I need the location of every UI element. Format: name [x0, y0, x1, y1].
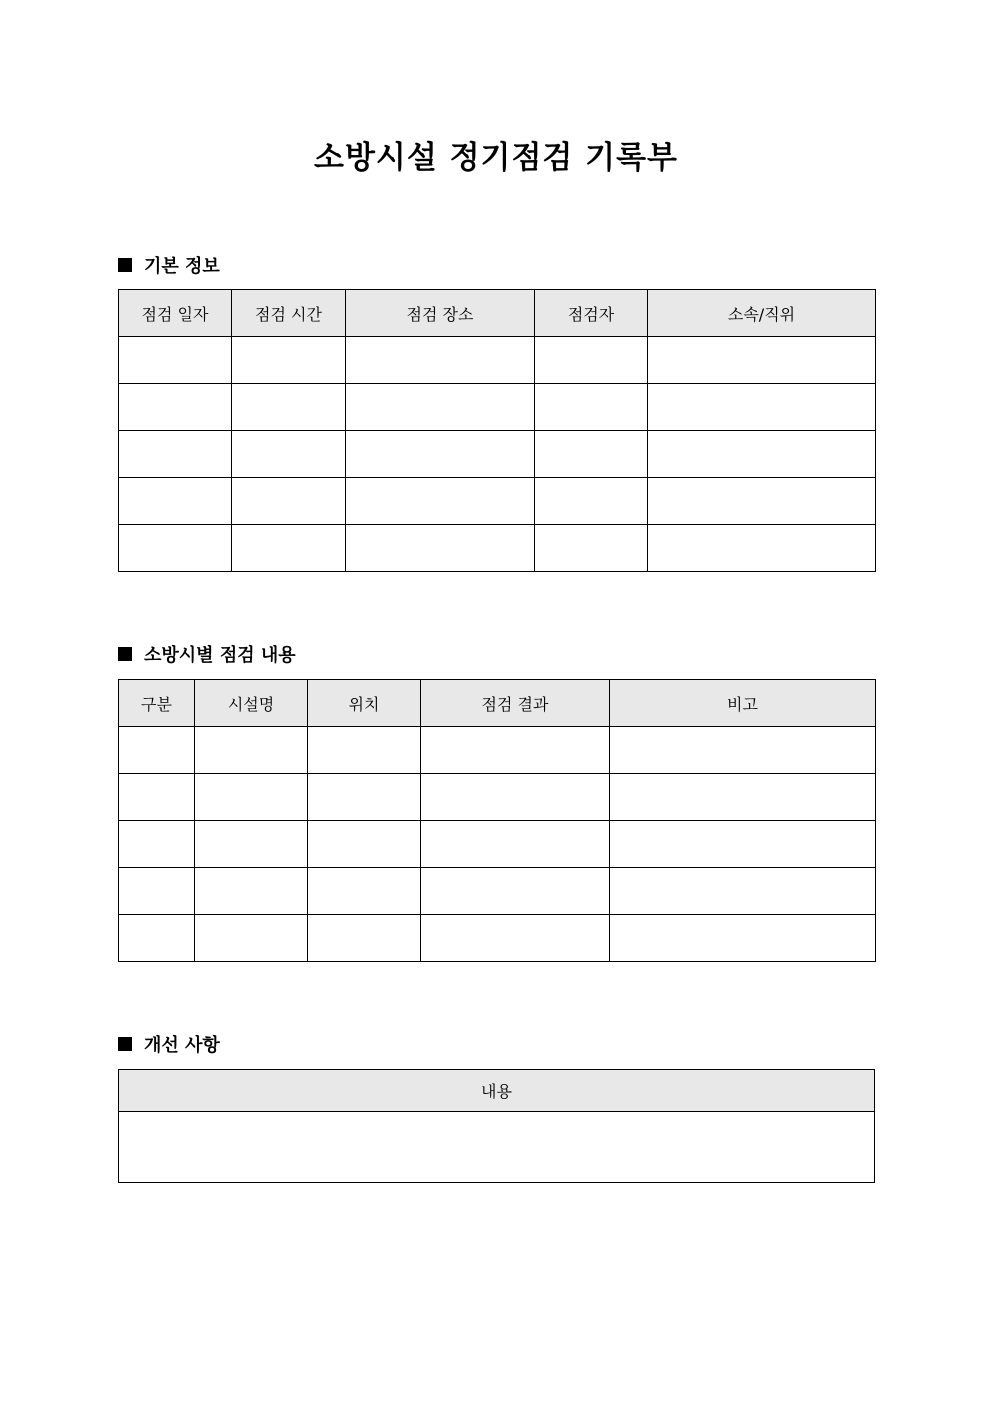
table-cell[interactable] — [232, 431, 346, 478]
table-cell[interactable] — [535, 384, 648, 431]
table-cell[interactable] — [232, 337, 346, 384]
column-header: 위치 — [308, 680, 421, 727]
table-cell[interactable] — [195, 868, 308, 915]
table-cell[interactable] — [119, 384, 232, 431]
table-cell[interactable] — [346, 525, 535, 572]
table-cell[interactable] — [535, 337, 648, 384]
table-row — [119, 431, 876, 478]
column-header: 점검 시간 — [232, 290, 346, 337]
column-header: 점검 일자 — [119, 290, 232, 337]
table-row — [119, 478, 876, 525]
table-cell[interactable] — [232, 525, 346, 572]
section-heading-improvements — [118, 1032, 220, 1056]
table-cell[interactable] — [610, 915, 876, 962]
table-cell[interactable] — [195, 727, 308, 774]
column-header: 점검 장소 — [346, 290, 535, 337]
basic-info-table — [118, 289, 876, 572]
table-header-row — [119, 680, 876, 727]
table-header-row — [119, 290, 876, 337]
black-square-icon — [118, 1037, 132, 1051]
section-heading-label: 기본 정보 — [144, 256, 220, 277]
table-cell[interactable] — [308, 774, 421, 821]
table-cell[interactable] — [308, 727, 421, 774]
table-cell[interactable] — [648, 337, 876, 384]
table-cell[interactable] — [195, 774, 308, 821]
table-cell[interactable] — [421, 727, 610, 774]
table-cell[interactable] — [346, 431, 535, 478]
table-cell[interactable] — [308, 915, 421, 962]
black-square-icon — [118, 647, 132, 661]
table-cell[interactable] — [119, 868, 195, 915]
table-cell[interactable] — [195, 821, 308, 868]
table-cell[interactable] — [648, 525, 876, 572]
table-cell[interactable] — [119, 915, 195, 962]
column-header: 내용 — [119, 1070, 875, 1112]
table-row — [119, 1112, 875, 1183]
section-heading-label: 소방시별 점검 내용 — [144, 645, 296, 666]
black-square-icon — [118, 258, 132, 272]
table-cell[interactable] — [119, 727, 195, 774]
column-header: 소속/직위 — [648, 290, 876, 337]
table-cell[interactable] — [421, 821, 610, 868]
table-cell[interactable] — [535, 525, 648, 572]
table-cell[interactable] — [535, 431, 648, 478]
table-row — [119, 868, 876, 915]
table-cell[interactable] — [119, 774, 195, 821]
table-cell[interactable] — [648, 478, 876, 525]
table-row — [119, 525, 876, 572]
section-heading-facility-check — [118, 642, 296, 666]
improvements-table — [118, 1069, 875, 1183]
table-cell[interactable] — [610, 727, 876, 774]
table-cell[interactable] — [421, 915, 610, 962]
column-header: 비고 — [610, 680, 876, 727]
column-header: 점검자 — [535, 290, 648, 337]
page-title: 소방시설 정기점검 기록부 — [314, 140, 678, 176]
column-header: 시설명 — [195, 680, 308, 727]
table-row — [119, 821, 876, 868]
column-header: 구분 — [119, 680, 195, 727]
column-header: 점검 결과 — [421, 680, 610, 727]
table-cell[interactable] — [119, 1112, 875, 1183]
table-cell[interactable] — [648, 384, 876, 431]
table-cell[interactable] — [610, 868, 876, 915]
table-cell[interactable] — [195, 915, 308, 962]
table-cell[interactable] — [535, 478, 648, 525]
table-header-row — [119, 1070, 875, 1112]
table-row — [119, 774, 876, 821]
table-cell[interactable] — [421, 774, 610, 821]
facility-check-table — [118, 679, 876, 962]
table-cell[interactable] — [119, 821, 195, 868]
table-cell[interactable] — [119, 337, 232, 384]
table-cell[interactable] — [119, 431, 232, 478]
section-heading-basic-info — [118, 253, 220, 277]
table-cell[interactable] — [308, 868, 421, 915]
section-heading-label: 개선 사항 — [144, 1035, 220, 1056]
table-cell[interactable] — [346, 337, 535, 384]
table-cell[interactable] — [346, 478, 535, 525]
table-cell[interactable] — [119, 478, 232, 525]
table-cell[interactable] — [232, 384, 346, 431]
table-cell[interactable] — [119, 525, 232, 572]
table-row — [119, 337, 876, 384]
table-row — [119, 384, 876, 431]
table-row — [119, 727, 876, 774]
table-cell[interactable] — [232, 478, 346, 525]
table-cell[interactable] — [346, 384, 535, 431]
table-cell[interactable] — [648, 431, 876, 478]
table-cell[interactable] — [308, 821, 421, 868]
table-row — [119, 915, 876, 962]
table-cell[interactable] — [610, 821, 876, 868]
table-cell[interactable] — [610, 774, 876, 821]
table-cell[interactable] — [421, 868, 610, 915]
